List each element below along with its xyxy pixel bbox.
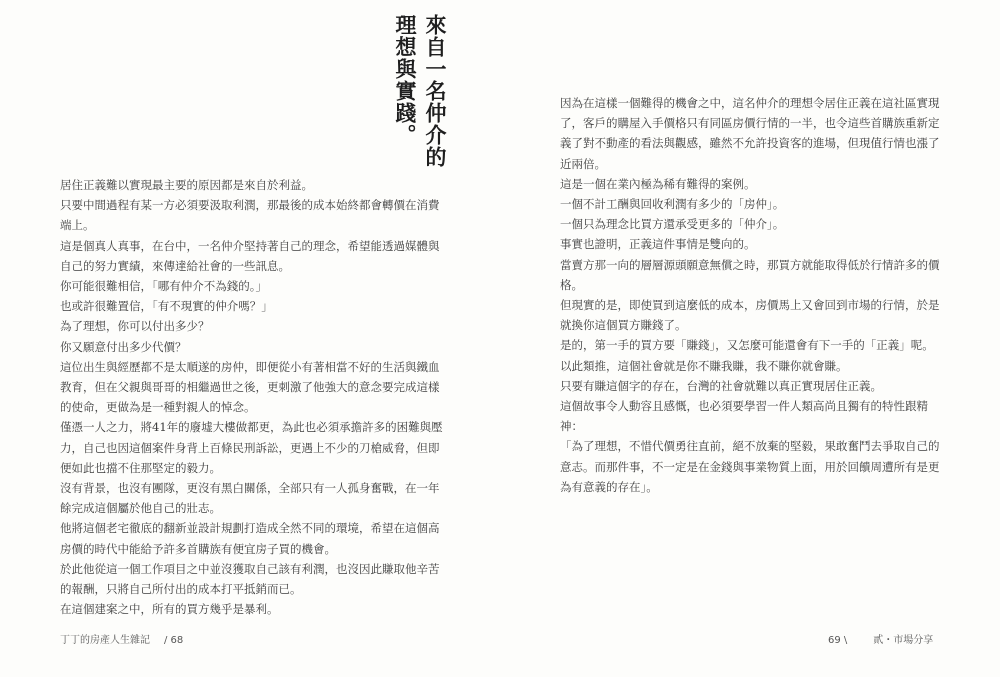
right-page-footer: [828, 631, 933, 646]
paragraph: 沒有背景，也沒有團隊，更沒有黑白關係，全部只有一人孤身奮戰，在一年餘完成這個屬於他自己的壯志。: [60, 481, 440, 516]
section-title: 貳・市場分享: [873, 635, 934, 646]
page-number-right: 69 \: [828, 635, 848, 646]
paragraph: 於此他從這一個工作項目之中並沒獲取自己該有利潤，也沒因此賺取他辛苦的報酬，只將自己所付出的成本打平抵銷而已。: [60, 561, 440, 597]
paragraph: 以此類推，這個社會就是你不賺我賺，我不賺你就會賺。: [560, 358, 848, 373]
paragraph: 這位出生與經歷都不是太順遂的房仲，即便從小有著相當不好的生活與鐵血教育，但在父親與哥哥的相繼過世之後，更刺激了他強大的意念要完成這樣的使命，更做為是一種對親人的悼念。: [60, 359, 440, 415]
right-page-body: [560, 93, 945, 497]
paragraph: 你可能很難相信，「哪有仲介不為錢的。」: [60, 279, 267, 294]
paragraph: 當賣方那一向的層層源頭願意無償之時，那買方就能取得低於行情許多的價格。: [560, 257, 940, 292]
title-line-2: 理想與實踐。: [393, 14, 418, 146]
paragraph: 是的，第一手的買方要「賺錢」，又怎麼可能還會有下一手的「正義」呢。: [560, 338, 934, 353]
chapter-title: [392, 14, 448, 174]
paragraph: 這個故事令人動容且感慨，也必須要學習一件人類高尚且獨有的特性跟精神：: [560, 399, 928, 434]
paragraph: 為了理想，你可以付出多少？: [60, 319, 210, 334]
paragraph: 一個只為理念比買方還承受更多的「仲介」。: [560, 217, 785, 232]
paragraph: 但現實的是，即使買到這麼低的成本，房價馬上又會回到市場的行情，於是就換你這個買方賺錢了。: [560, 298, 940, 333]
left-page-body: [60, 175, 445, 619]
title-line-1: 來自一名仲介的: [423, 14, 448, 168]
paragraph: 僅憑一人之力，將41年的廢墟大樓做都更，為此也必須承擔許多的困難與壓力，自己也因這個案件身背上百條民刑訴訟，更遇上不少的刀槍威脅，但即便如此也擋不住那堅定的毅力。: [60, 420, 443, 475]
paragraph: 你又願意付出多少代價？: [60, 339, 187, 354]
paragraph: 他將這個老宅徹底的翻新並設計規劃打造成全然不同的環境，希望在這個高房價的時代中能給予許多首購族有便宜房子買的機會。: [60, 521, 440, 556]
paragraph: 因為在這樣一個難得的機會之中，這名仲介的理想令居住正義在這社區實現了，客戶的購屋入手價格只有同區房價行情的一半，也令這些首購族重新定義了對不動產的看法與觀感，雖然不允許投資客的進場，但現值行情也漲了近兩倍。: [560, 96, 940, 171]
left-page-footer: [60, 631, 183, 646]
paragraph: 也或許很難置信，「有不現實的仲介嗎？」: [60, 299, 273, 314]
paragraph: 一個不計工酬與回收利潤有多少的「房仲」。: [560, 197, 785, 212]
paragraph: 只要中間過程有某一方必須要汲取利潤，那最後的成本始終都會轉價在消費端上。: [60, 198, 440, 233]
page-number-left: / 68: [164, 635, 184, 646]
paragraph: 只要有賺這個字的存在，台灣的社會就難以真正實現居住正義。: [560, 378, 882, 393]
paragraph: 事實也證明，正義這件事情是雙向的。: [560, 237, 756, 252]
paragraph: 「為了理想，不惜代價勇往直前，絕不放棄的堅毅，果敢奮鬥去爭取自己的意志。而那件事，不一定是在金錢與事業物質上面，用於回饋周遭所有是更為有意義的存在」。: [560, 439, 940, 494]
paragraph: 這是個真人真事，在台中，一名仲介堅持著自己的理念，希望能透過媒體與自己的努力實績，來傳達給社會的一些訊息。: [60, 238, 440, 273]
paragraph: 居住正義難以實現最主要的原因都是來自於利益。: [60, 178, 313, 192]
paragraph: 在這個建案之中，所有的買方幾乎是暴利。: [60, 602, 279, 617]
book-title: 丁丁的房產人生雜記: [60, 635, 150, 646]
paragraph: 這是一個在業內極為稀有難得的案例。: [560, 176, 756, 191]
